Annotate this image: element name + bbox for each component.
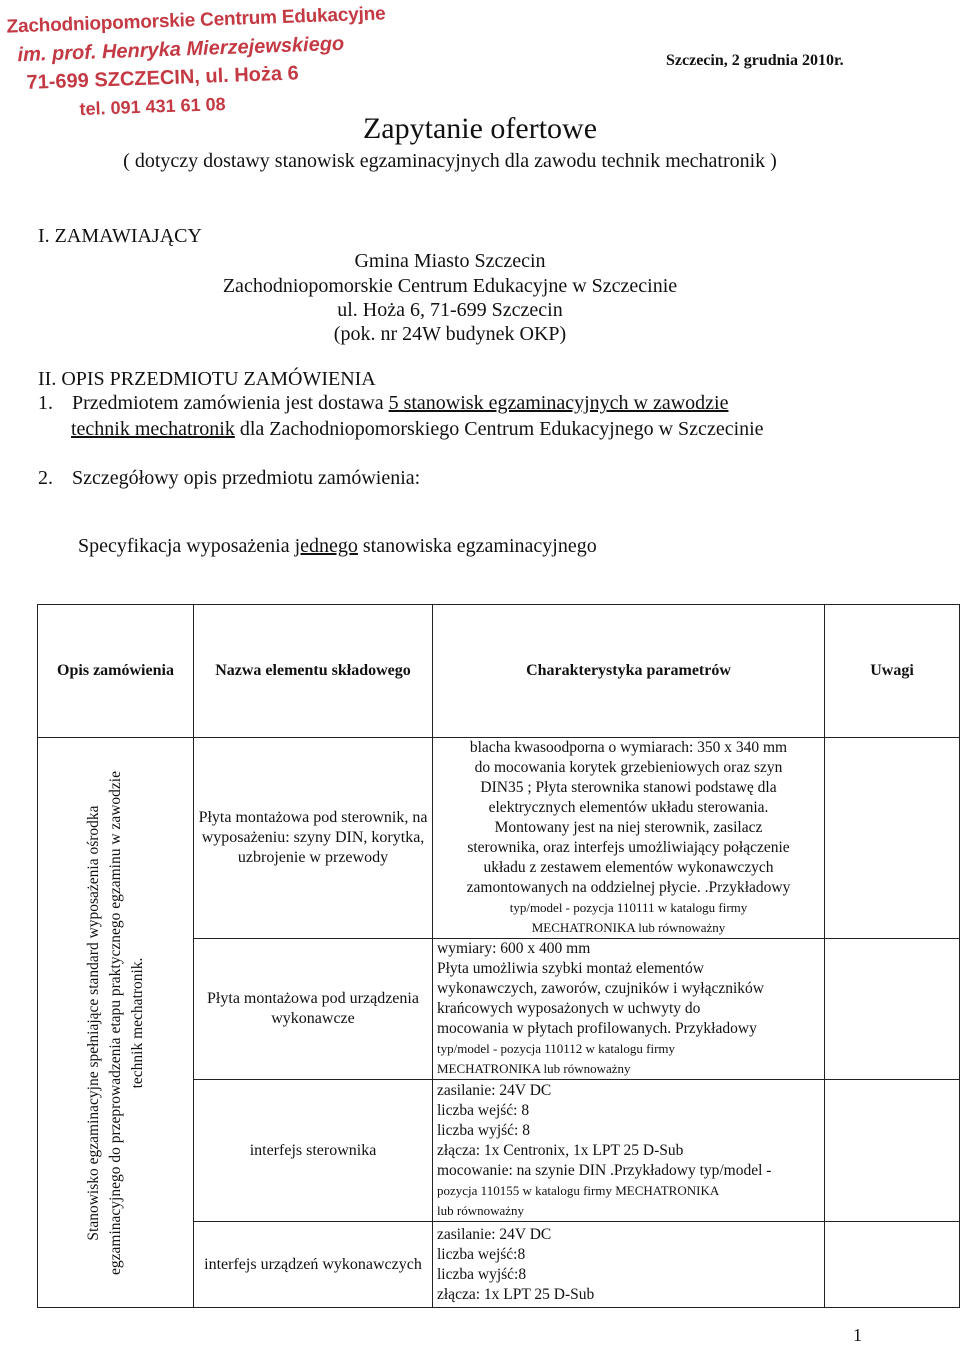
element-name: Płyta montażowa pod sterownik, na wyposażeniu: szyny DIN, korytka, uzbrojenie w przewody [194, 738, 433, 939]
char-line: krańcowych wyposażonych w uchwyty do [437, 1000, 701, 1017]
char-line: lub równoważny [437, 1202, 525, 1218]
description-text: Stanowisko egzaminacyjne spełniające standard wyposażenia ośrodka egzaminacyjnego do przeprowadzenia etapu praktycznego egzaminu w zawodzie technik mechatronik. [84, 770, 146, 1275]
item-2 [38, 467, 420, 490]
char-line: układu z zestawem elementów wykonawczych [483, 859, 774, 876]
char-line: wymiary: 600 x 400 mm [437, 940, 591, 957]
stamp-line-1: Zachodniopomorskie Centrum Edukacyjne [6, 3, 386, 38]
stamp-line-2: im. prof. Henryka Mierzejewskiego [17, 32, 345, 67]
char-line: typ/model - pozycja 110111 w katalogu firmy [509, 900, 748, 915]
spec-heading-text-end: stanowiska egzaminacyjnego [357, 535, 597, 557]
column-header: Nazwa elementu składowego [194, 605, 433, 738]
description-cell [38, 738, 194, 1308]
address-line-3: ul. Hoża 6, 71-699 Szczecin [337, 299, 563, 321]
document-subtitle: ( dotyczy dostawy stanowisk egzaminacyjnych dla zawodu technik mechatronik ) [123, 150, 777, 172]
char-line: liczba wyjść:8 [437, 1265, 527, 1283]
address-line-2: Zachodniopomorskie Centrum Edukacyjne w Szczecinie [222, 275, 678, 297]
specification-table [37, 604, 960, 1308]
stamp-line-4: tel. 091 431 61 08 [79, 93, 226, 120]
characteristics-cell [433, 1222, 825, 1308]
char-line: pozycja 110155 w katalogu firmy MECHATRONIKA [437, 1182, 720, 1198]
address-line-4: (pok. nr 24W budynek OKP) [333, 323, 567, 345]
column-header: Uwagi [825, 605, 960, 738]
institution-stamp [6, 2, 386, 125]
column-header: Opis zamówienia [38, 605, 194, 738]
element-name: interfejs urządzeń wykonawczych [194, 1222, 433, 1308]
char-line: Montowany jest na niej sterownik, zasilacz [494, 819, 763, 836]
remarks-cell [825, 1080, 960, 1222]
item-2-text: Szczegółowy opis przedmiotu zamówienia: [72, 467, 421, 489]
char-line: zasilanie: 24V DC [437, 1081, 552, 1099]
stamp-line-3: 71-699 SZCZECIN, ul. Hoża 6 [26, 62, 300, 94]
remarks-cell [825, 939, 960, 1080]
item-1-number: 1. [38, 392, 53, 414]
char-line: mocowania w płytach profilowanych. Przykładowy [437, 1020, 757, 1037]
char-line: MECHATRONIKA lub równoważny [531, 920, 726, 935]
char-line: Płyta umożliwia szybki montaż elementów [437, 960, 704, 977]
element-name: Płyta montażowa pod urządzenia wykonawcze [194, 939, 433, 1080]
char-line: zamontowanych na oddzielnej płycie. .Przykładowy [466, 879, 791, 896]
item-1-text-end: dla Zachodniopomorskiego Centrum Edukacyjnego w Szczecinie [234, 418, 764, 440]
char-line: MECHATRONIKA lub równoważny [437, 1061, 631, 1076]
spec-heading-underlined: jednego [294, 535, 358, 557]
char-line: typ/model - pozycja 110112 w katalogu firmy [437, 1041, 676, 1056]
table-header-row [38, 605, 960, 738]
remarks-cell [825, 1222, 960, 1308]
page-number: 1 [853, 1325, 862, 1345]
char-line: sterownika, oraz interfejs umożliwiający połączenie [467, 839, 790, 856]
address-line-1: Gmina Miasto Szczecin [354, 250, 546, 272]
characteristics-cell [433, 738, 825, 939]
char-line: do mocowania korytek grzebieniowych oraz szyn [474, 759, 783, 776]
char-line: liczba wejść: 8 [437, 1101, 530, 1119]
char-line: wykonawczych, zaworów, czujników i wyłączników [437, 980, 764, 997]
characteristics-cell [433, 939, 825, 1080]
item-2-number: 2. [38, 467, 53, 489]
item-1-profession: technik mechatronik [71, 418, 235, 440]
section-1-heading: I. ZAMAWIAJĄCY [38, 225, 202, 247]
document-date: Szczecin, 2 grudnia 2010r. [666, 52, 844, 69]
section-2-heading: II. OPIS PRZEDMIOTU ZAMÓWIENIA [38, 368, 376, 390]
element-name: interfejs sterownika [194, 1080, 433, 1222]
remarks-cell [825, 738, 960, 939]
spec-heading [78, 535, 597, 558]
document-title: Zapytanie ofertowe [362, 112, 598, 145]
column-header: Charakterystyka parametrów [433, 605, 825, 738]
char-line: złącza: 1x Centronix, 1x LPT 25 D-Sub [437, 1141, 684, 1159]
characteristics-cell [433, 1080, 825, 1222]
char-line: zasilanie: 24V DC [437, 1225, 552, 1243]
table-row [38, 738, 960, 939]
char-line: elektrycznych elementów układu sterowania. [488, 799, 769, 816]
char-line: mocowanie: na szynie DIN .Przykładowy typ/model - [437, 1161, 772, 1179]
char-line: liczba wejść:8 [437, 1245, 526, 1263]
item-1-text: Przedmiotem zamówienia jest dostawa [72, 392, 389, 414]
item-1 [38, 390, 864, 442]
item-1-underlined: 5 stanowisk egzaminacyjnych w zawodzie [388, 392, 729, 414]
char-line: liczba wyjść: 8 [437, 1121, 530, 1139]
spec-heading-text: Specyfikacja wyposażenia [78, 535, 295, 557]
char-line: blacha kwasoodporna o wymiarach: 350 x 340 mm [469, 739, 788, 756]
char-line: złącza: 1x LPT 25 D-Sub [437, 1285, 595, 1303]
char-line: DIN35 ; Płyta sterownika stanowi podstawę dla [480, 779, 777, 796]
